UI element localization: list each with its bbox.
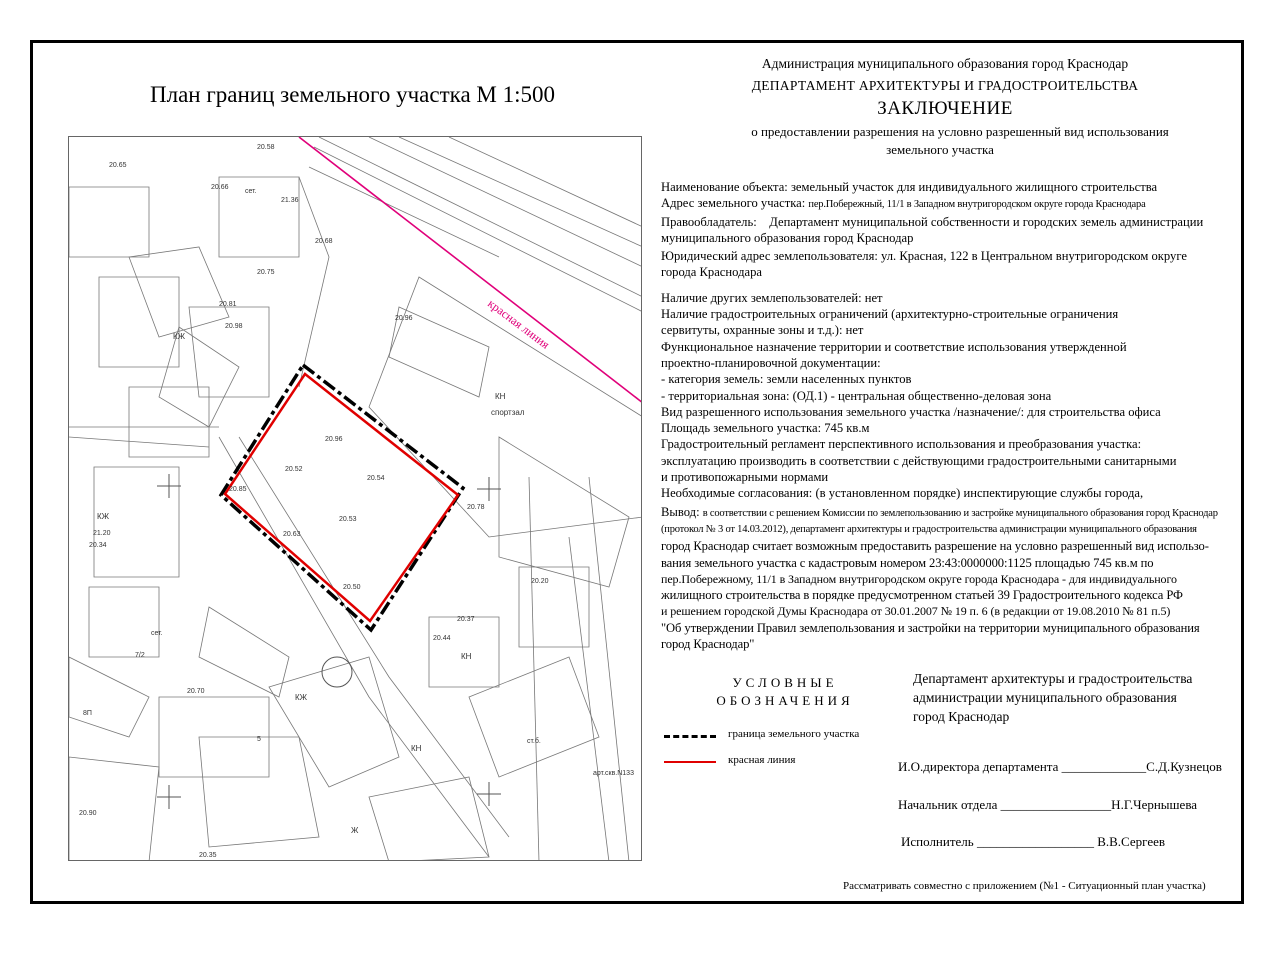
conclusion-line: Вывод: в соответствии с решением Комиссии по землепользованию и застройке муниципального образования город Краснодар xyxy=(661,504,1218,519)
building-code: КЖ xyxy=(173,332,186,341)
legend-boundary: граница земельного участка xyxy=(664,730,884,744)
conclusion-line-9: город Краснодар" xyxy=(661,637,755,652)
regulation-line: Градостроительный регламент перспективного использования и преобразования участка: xyxy=(661,437,1142,452)
street-label: 20.35 xyxy=(199,852,217,859)
street-label: 20.34 xyxy=(89,542,107,549)
conclusion-line-2: (протокол № 3 от 14.03.2012), департамент архитектуры и градостроительства администрации муниципального образования xyxy=(661,523,1197,535)
area-line: Площадь земельного участка: 745 кв.м xyxy=(661,421,870,436)
object-line: Наименование объекта: земельный участок для индивидуального жилищного строительства xyxy=(661,180,1158,194)
point-label: 20.44 xyxy=(433,635,451,642)
conclusion-line-4: вания земельного участка с кадастровым номером 23:43:0000000:1125 площадью 745 кв.м по xyxy=(661,555,1154,570)
map-drawing xyxy=(69,137,642,861)
parcel-red-line xyxy=(225,374,458,621)
street-label: 20.65 xyxy=(109,162,127,169)
building-code: КЖ xyxy=(97,512,110,521)
legal-address-line-2: города Краснодара xyxy=(661,265,762,280)
street-label: 20.81 xyxy=(219,301,237,308)
regulation-line-2: эксплуатацию производить в соответствии с действующими градостроительными санитарными xyxy=(661,453,1177,468)
function-line-2: проектно-планировочной документации: xyxy=(661,355,881,370)
conclusion-body xyxy=(661,179,1231,652)
owner-line: Правообладатель: Департамент муниципальной собственности и городских земель администрации xyxy=(661,214,1204,229)
building-code: КН xyxy=(495,392,506,401)
building-code: КН xyxy=(461,652,472,661)
conclusion-line-8: "Об утверждении Правил землепользования и застройки на территории муниципального образования xyxy=(661,620,1200,635)
signature-organization: Департамент архитектуры и градостроительства администрации муниципального образования город Краснодар xyxy=(913,671,1193,724)
survey-map xyxy=(68,136,642,861)
street-label: 20.78 xyxy=(467,504,485,511)
street-label: 20.90 xyxy=(79,810,97,817)
conclusion-line-5: пер.Побережному, 11/1 в Западном внутригородском округе города Краснодара - для индивидуального xyxy=(661,571,1177,586)
header-subtitle: земельного участка xyxy=(886,142,994,157)
background-lines xyxy=(69,137,642,861)
legal-address-line: Юридический адрес землепользователя: ул. Красная, 122 в Центральном внутригородском округе xyxy=(661,249,1187,264)
street-label: 20.75 xyxy=(257,269,275,276)
zone-line: - территориальная зона: (ОД.1) - центральная общественно-деловая зона xyxy=(661,388,1052,403)
building-code: КН xyxy=(411,744,422,753)
building-code: КЖ xyxy=(295,693,308,702)
point-label: 20.37 xyxy=(457,616,475,623)
address-line: Адрес земельного участка: пер.Побережный, 11/1 в Западном внутригородском округе города Краснодара xyxy=(661,196,1146,211)
header-subtitle: о предоставлении разрешения на условно разрешенный вид использования xyxy=(751,124,1169,139)
street-label: 20.66 xyxy=(211,184,229,191)
street-label: 21.36 xyxy=(281,197,299,204)
director-signature: И.О.директора департамента _____________С.Д.Кузнецов xyxy=(898,759,1222,774)
street-label: 20.96 xyxy=(395,315,413,322)
regulation-line-3: и противопожарными нормами xyxy=(661,470,829,485)
round-feature xyxy=(322,657,352,687)
conclusion-line-7: и решением городской Думы Краснодара от 30.01.2007 № 19 п. 6 (в редакции от 19.08.2010 № 81 п.5) xyxy=(661,604,1171,619)
header-conclusion: ЗАКЛЮЧЕНИЕ xyxy=(877,98,1013,119)
red-line xyxy=(299,137,642,403)
conclusion-line-3: город Краснодар считает возможным предоставить разрешение на условно разрешенный вид использо- xyxy=(661,539,1209,554)
misc-label: 5 xyxy=(257,736,261,743)
legend-title: УСЛОВНЫЕ ОБОЗНАЧЕНИЯ xyxy=(716,675,854,708)
red-line-label: красная линия xyxy=(485,296,553,352)
point-label: 20.54 xyxy=(367,475,385,482)
permitted-use-line: Вид разрешенного использования земельного участка /назначение/: для строительства офиса xyxy=(661,404,1161,419)
restrictions-line-2: сервитуты, охранные зоны и т.д.): нет xyxy=(661,323,864,338)
point-label: 20.53 xyxy=(339,516,357,523)
legend-red-line: красная линия xyxy=(664,756,884,770)
misc-label: 7/2 xyxy=(135,652,145,659)
executor-signature: Исполнитель __________________ В.В.Сергеев xyxy=(901,834,1165,849)
point-label: 20.96 xyxy=(325,436,343,443)
owner-line-2: муниципального образования город Краснодар xyxy=(661,230,914,245)
misc-label: сет. xyxy=(245,188,257,195)
misc-label: сет. xyxy=(151,630,163,637)
point-label: 20.52 xyxy=(285,466,303,473)
header-admin: Администрация муниципального образования город Краснодар xyxy=(761,56,1129,71)
red-line-swatch xyxy=(664,761,716,763)
point-label: 20.50 xyxy=(343,584,361,591)
street-label: 20.58 xyxy=(257,144,275,151)
sport-label: спортзал xyxy=(491,408,525,417)
approvals-line: Необходимые согласования: (в установленном порядке) инспектирующие службы города, xyxy=(661,486,1144,501)
function-line: Функциональное назначение территории и соответствие использования утвержденной xyxy=(661,339,1127,354)
header-department: ДЕПАРТАМЕНТ АРХИТЕКТУРЫ И ГРАДОСТРОИТЕЛЬСТВА xyxy=(751,78,1139,93)
misc-label: ст.б. xyxy=(527,738,541,745)
footnote: Рассматривать совместно с приложением (№1 - Ситуационный план участка) xyxy=(843,880,1206,892)
street-label: 21.20 xyxy=(93,530,111,537)
category-line: - категория земель: земли населенных пунктов xyxy=(661,372,912,387)
street-label: 20.98 xyxy=(225,323,243,330)
street-label: 20.20 xyxy=(531,578,549,585)
restrictions-line: Наличие градостроительных ограничений (архитектурно-строительные ограничения xyxy=(661,307,1119,322)
conclusion-line-6: жилищного строительства в порядке предусмотренном статьей 39 Градостроительного кодекса РФ xyxy=(661,588,1183,603)
building-code: Ж xyxy=(351,826,359,835)
point-label: 20.85 xyxy=(229,486,247,493)
misc-label: арт.скв.N133 xyxy=(593,770,634,777)
head-signature: Начальник отдела _________________Н.Г.Чернышева xyxy=(898,797,1198,812)
misc-label: 8П xyxy=(83,710,92,717)
other-users-line: Наличие других землепользователей: нет xyxy=(661,290,883,305)
map-title: План границ земельного участка М 1:500 xyxy=(150,82,556,107)
boundary-swatch xyxy=(664,735,716,738)
street-label: 20.68 xyxy=(315,238,333,245)
street-label: 20.70 xyxy=(187,688,205,695)
point-label: 20.63 xyxy=(283,531,301,538)
